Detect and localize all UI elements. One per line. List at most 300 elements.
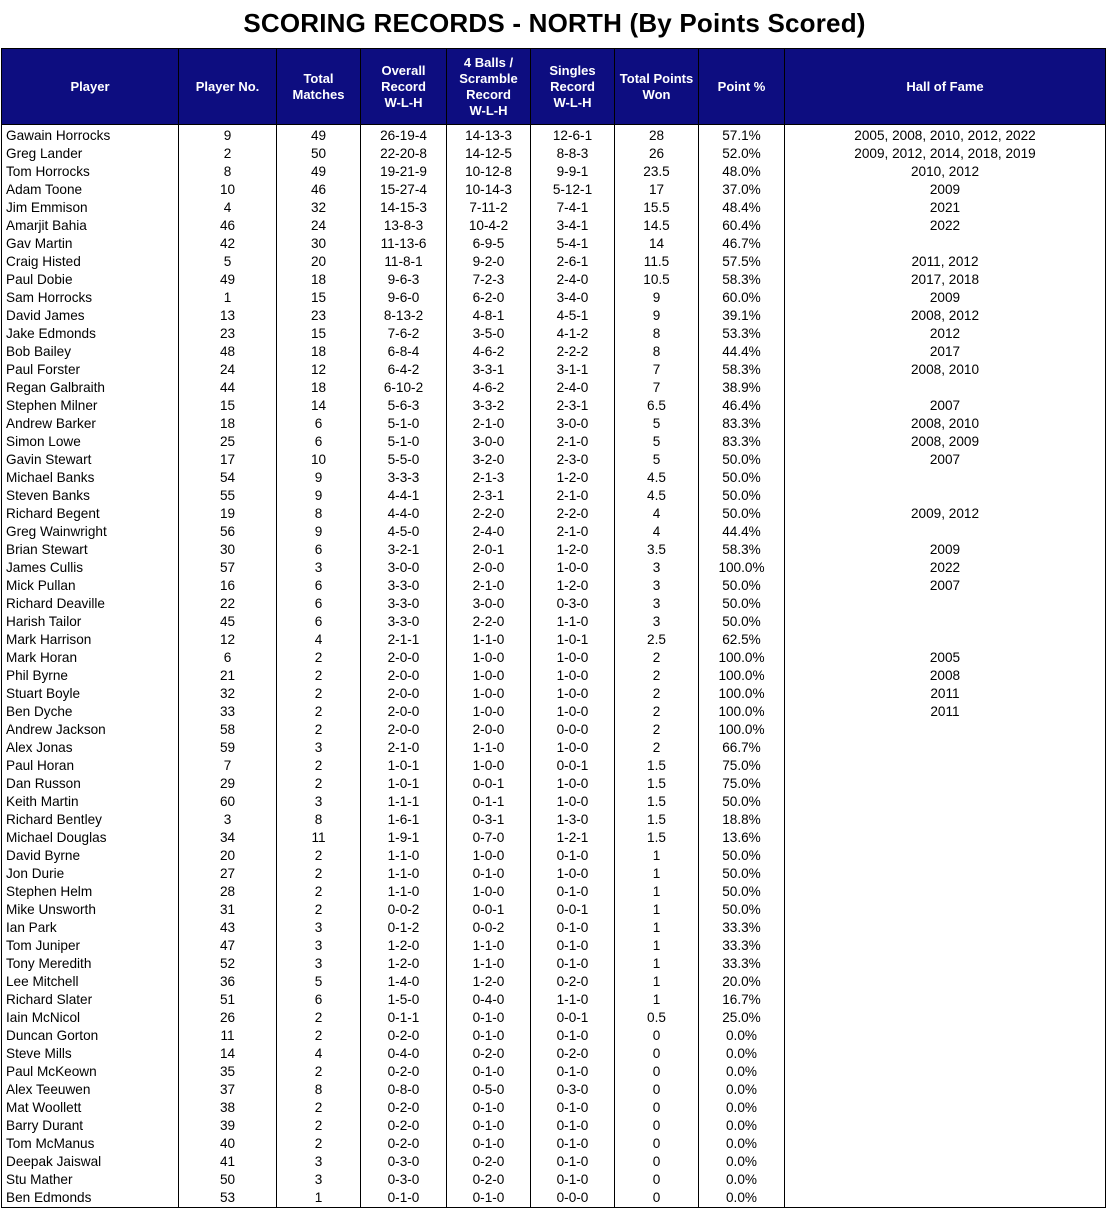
- total-matches-cell: 11: [277, 829, 361, 847]
- header-row: [2, 49, 1106, 125]
- point-pct-cell: 46.4%: [699, 397, 785, 415]
- total-points-cell: 3.5: [615, 541, 699, 559]
- total-matches-cell: 6: [277, 433, 361, 451]
- header-line: W-L-H: [384, 94, 423, 110]
- player-name-cell: Jake Edmonds: [2, 325, 179, 343]
- singles-record-cell: 0-0-0: [531, 721, 615, 739]
- fourballs-record-cell: 10-12-8: [447, 163, 531, 181]
- singles-record-cell: 1-2-0: [531, 541, 615, 559]
- total-matches-cell: 49: [277, 125, 361, 146]
- singles-record-cell: 0-1-0: [531, 955, 615, 973]
- player-no-cell: 45: [179, 613, 277, 631]
- point-pct-cell: 50.0%: [699, 847, 785, 865]
- hall-of-fame-cell: 2017, 2018: [785, 271, 1106, 289]
- total-matches-cell: 3: [277, 559, 361, 577]
- hall-of-fame-cell: [785, 595, 1106, 613]
- player-name-cell: Andrew Jackson: [2, 721, 179, 739]
- point-pct-cell: 0.0%: [699, 1189, 785, 1208]
- hall-of-fame-cell: [785, 829, 1106, 847]
- player-name-cell: Michael Douglas: [2, 829, 179, 847]
- point-pct-cell: 75.0%: [699, 775, 785, 793]
- total-matches-cell: 8: [277, 811, 361, 829]
- player-no-cell: 36: [179, 973, 277, 991]
- point-pct-cell: 0.0%: [699, 1117, 785, 1135]
- fourballs-record-cell: 0-1-0: [447, 1027, 531, 1045]
- point-pct-cell: 0.0%: [699, 1099, 785, 1117]
- hall-of-fame-cell: [785, 721, 1106, 739]
- fourballs-record-cell: 0-1-0: [447, 1117, 531, 1135]
- fourballs-record-cell: 4-8-1: [447, 307, 531, 325]
- fourballs-record-cell: 2-4-0: [447, 523, 531, 541]
- table-row: [2, 703, 1106, 721]
- player-name-cell: Deepak Jaiswal: [2, 1153, 179, 1171]
- overall-record-cell: 1-0-1: [361, 775, 447, 793]
- overall-record-cell: 1-6-1: [361, 811, 447, 829]
- singles-record-cell: 0-1-0: [531, 847, 615, 865]
- total-points-cell: 2: [615, 667, 699, 685]
- total-matches-cell: 2: [277, 775, 361, 793]
- overall-record-cell: 22-20-8: [361, 145, 447, 163]
- table-row: [2, 1189, 1106, 1208]
- player-no-cell: 58: [179, 721, 277, 739]
- total-points-cell: 9: [615, 307, 699, 325]
- header-line: Scramble: [459, 70, 518, 86]
- total-points-cell: 0: [615, 1099, 699, 1117]
- overall-record-cell: 0-1-0: [361, 1189, 447, 1208]
- player-name-cell: Paul Forster: [2, 361, 179, 379]
- singles-record-cell: 1-0-0: [531, 559, 615, 577]
- table-row: [2, 361, 1106, 379]
- point-pct-cell: 60.0%: [699, 289, 785, 307]
- total-matches-cell: 2: [277, 847, 361, 865]
- singles-record-cell: 0-1-0: [531, 1171, 615, 1189]
- fourballs-record-cell: 1-0-0: [447, 685, 531, 703]
- overall-record-cell: 5-1-0: [361, 415, 447, 433]
- player-no-cell: 27: [179, 865, 277, 883]
- player-no-cell: 9: [179, 125, 277, 146]
- point-pct-cell: 50.0%: [699, 451, 785, 469]
- player-name-cell: Tom McManus: [2, 1135, 179, 1153]
- fourballs-record-cell: 10-14-3: [447, 181, 531, 199]
- total-matches-cell: 1: [277, 1189, 361, 1208]
- player-name-cell: Richard Slater: [2, 991, 179, 1009]
- singles-record-cell: 0-1-0: [531, 1135, 615, 1153]
- hall-of-fame-cell: 2009, 2012, 2014, 2018, 2019: [785, 145, 1106, 163]
- total-points-cell: 5: [615, 451, 699, 469]
- overall-record-cell: 0-4-0: [361, 1045, 447, 1063]
- player-name-cell: James Cullis: [2, 559, 179, 577]
- fourballs-record-cell: 0-4-0: [447, 991, 531, 1009]
- total-matches-cell: 4: [277, 631, 361, 649]
- player-name-cell: Mick Pullan: [2, 577, 179, 595]
- singles-record-cell: 3-4-0: [531, 289, 615, 307]
- hall-of-fame-cell: [785, 1153, 1106, 1171]
- total-matches-cell: 2: [277, 685, 361, 703]
- overall-record-cell: 0-8-0: [361, 1081, 447, 1099]
- player-no-cell: 49: [179, 271, 277, 289]
- fourballs-record-cell: 1-1-0: [447, 937, 531, 955]
- table-row: [2, 685, 1106, 703]
- hall-of-fame-cell: [785, 235, 1106, 253]
- hall-of-fame-cell: [785, 1045, 1106, 1063]
- point-pct-cell: 33.3%: [699, 919, 785, 937]
- player-no-cell: 21: [179, 667, 277, 685]
- total-points-cell: 2: [615, 649, 699, 667]
- overall-record-cell: 3-3-0: [361, 595, 447, 613]
- player-name-cell: Amarjit Bahia: [2, 217, 179, 235]
- table-row: [2, 883, 1106, 901]
- player-name-cell: Alex Jonas: [2, 739, 179, 757]
- player-name-cell: Simon Lowe: [2, 433, 179, 451]
- player-no-cell: 15: [179, 397, 277, 415]
- singles-record-cell: 0-2-0: [531, 1045, 615, 1063]
- overall-record-cell: 6-4-2: [361, 361, 447, 379]
- header-line: Hall of Fame: [906, 78, 984, 94]
- fourballs-record-cell: 3-0-0: [447, 595, 531, 613]
- player-name-cell: Bob Bailey: [2, 343, 179, 361]
- total-matches-cell: 2: [277, 901, 361, 919]
- hall-of-fame-cell: [785, 1099, 1106, 1117]
- table-row: [2, 523, 1106, 541]
- player-no-cell: 55: [179, 487, 277, 505]
- player-name-cell: Harish Tailor: [2, 613, 179, 631]
- player-no-cell: 7: [179, 757, 277, 775]
- table-row: [2, 343, 1106, 361]
- total-points-cell: 1.5: [615, 793, 699, 811]
- point-pct-cell: 83.3%: [699, 433, 785, 451]
- fourballs-record-cell: 7-11-2: [447, 199, 531, 217]
- player-no-cell: 11: [179, 1027, 277, 1045]
- table-row: [2, 811, 1106, 829]
- fourballs-record-cell: 1-0-0: [447, 667, 531, 685]
- overall-record-cell: 9-6-0: [361, 289, 447, 307]
- total-points-cell: 1: [615, 847, 699, 865]
- total-matches-cell: 23: [277, 307, 361, 325]
- table-row: [2, 145, 1106, 163]
- table-row: [2, 307, 1106, 325]
- player-no-cell: 60: [179, 793, 277, 811]
- point-pct-cell: 100.0%: [699, 559, 785, 577]
- hall-of-fame-cell: [785, 1171, 1106, 1189]
- singles-record-cell: 2-2-0: [531, 505, 615, 523]
- table-row: [2, 469, 1106, 487]
- table-row: [2, 559, 1106, 577]
- overall-record-cell: 8-13-2: [361, 307, 447, 325]
- total-points-cell: 0: [615, 1027, 699, 1045]
- hall-of-fame-cell: 2011: [785, 703, 1106, 721]
- total-matches-cell: 3: [277, 1171, 361, 1189]
- player-no-cell: 56: [179, 523, 277, 541]
- table-row: [2, 991, 1106, 1009]
- total-matches-cell: 2: [277, 667, 361, 685]
- point-pct-cell: 0.0%: [699, 1171, 785, 1189]
- overall-record-cell: 26-19-4: [361, 125, 447, 146]
- hall-of-fame-cell: 2009, 2012: [785, 505, 1106, 523]
- total-points-cell: 2.5: [615, 631, 699, 649]
- fourballs-record-cell: 2-2-0: [447, 613, 531, 631]
- overall-record-cell: 2-0-0: [361, 667, 447, 685]
- overall-record-cell: 5-5-0: [361, 451, 447, 469]
- player-no-cell: 53: [179, 1189, 277, 1208]
- total-matches-cell: 2: [277, 865, 361, 883]
- point-pct-cell: 16.7%: [699, 991, 785, 1009]
- hall-of-fame-cell: 2005: [785, 649, 1106, 667]
- table-row: [2, 1081, 1106, 1099]
- total-matches-cell: 9: [277, 487, 361, 505]
- singles-record-cell: 12-6-1: [531, 125, 615, 146]
- table-row: [2, 325, 1106, 343]
- total-matches-cell: 18: [277, 379, 361, 397]
- overall-record-cell: 2-1-1: [361, 631, 447, 649]
- player-no-cell: 1: [179, 289, 277, 307]
- total-matches-cell: 3: [277, 793, 361, 811]
- singles-record-cell: 2-6-1: [531, 253, 615, 271]
- player-no-cell: 4: [179, 199, 277, 217]
- fourballs-record-cell: 0-3-1: [447, 811, 531, 829]
- player-no-cell: 33: [179, 703, 277, 721]
- overall-record-cell: 3-0-0: [361, 559, 447, 577]
- overall-record-cell: 4-4-1: [361, 487, 447, 505]
- player-name-cell: Steve Mills: [2, 1045, 179, 1063]
- total-matches-cell: 5: [277, 973, 361, 991]
- point-pct-cell: 0.0%: [699, 1045, 785, 1063]
- total-points-cell: 26: [615, 145, 699, 163]
- total-matches-cell: 24: [277, 217, 361, 235]
- overall-record-cell: 2-1-0: [361, 739, 447, 757]
- fourballs-record-cell: 0-1-0: [447, 1099, 531, 1117]
- singles-record-cell: 0-1-0: [531, 883, 615, 901]
- player-name-cell: Jon Durie: [2, 865, 179, 883]
- total-points-cell: 1: [615, 883, 699, 901]
- total-matches-cell: 2: [277, 1063, 361, 1081]
- point-pct-cell: 60.4%: [699, 217, 785, 235]
- hall-of-fame-cell: [785, 631, 1106, 649]
- point-pct-cell: 75.0%: [699, 757, 785, 775]
- fourballs-record-cell: 0-1-0: [447, 1009, 531, 1027]
- point-pct-cell: 52.0%: [699, 145, 785, 163]
- total-matches-cell: 9: [277, 523, 361, 541]
- hall-of-fame-cell: 2010, 2012: [785, 163, 1106, 181]
- singles-record-cell: 1-0-1: [531, 631, 615, 649]
- total-points-cell: 6.5: [615, 397, 699, 415]
- player-no-cell: 39: [179, 1117, 277, 1135]
- player-name-cell: Adam Toone: [2, 181, 179, 199]
- player-name-cell: Sam Horrocks: [2, 289, 179, 307]
- total-points-cell: 0: [615, 1117, 699, 1135]
- player-name-cell: Stuart Boyle: [2, 685, 179, 703]
- singles-record-cell: 2-3-1: [531, 397, 615, 415]
- total-points-cell: 1.5: [615, 775, 699, 793]
- player-no-cell: 59: [179, 739, 277, 757]
- overall-record-cell: 2-0-0: [361, 703, 447, 721]
- player-no-cell: 32: [179, 685, 277, 703]
- table-row: [2, 955, 1106, 973]
- table-row: [2, 829, 1106, 847]
- player-name-cell: Richard Begent: [2, 505, 179, 523]
- player-no-cell: 6: [179, 649, 277, 667]
- fourballs-record-cell: 3-2-0: [447, 451, 531, 469]
- overall-record-cell: 0-2-0: [361, 1027, 447, 1045]
- player-no-cell: 34: [179, 829, 277, 847]
- header-total-points: [615, 49, 699, 125]
- singles-record-cell: 0-0-0: [531, 1189, 615, 1208]
- total-points-cell: 3: [615, 613, 699, 631]
- player-name-cell: Andrew Barker: [2, 415, 179, 433]
- singles-record-cell: 7-4-1: [531, 199, 615, 217]
- player-no-cell: 54: [179, 469, 277, 487]
- overall-record-cell: 2-0-0: [361, 721, 447, 739]
- table-row: [2, 577, 1106, 595]
- overall-record-cell: 1-1-0: [361, 865, 447, 883]
- table-row: [2, 595, 1106, 613]
- player-name-cell: Steven Banks: [2, 487, 179, 505]
- singles-record-cell: 2-3-0: [531, 451, 615, 469]
- fourballs-record-cell: 1-0-0: [447, 757, 531, 775]
- table-row: [2, 757, 1106, 775]
- overall-record-cell: 3-3-0: [361, 613, 447, 631]
- singles-record-cell: 8-8-3: [531, 145, 615, 163]
- player-no-cell: 10: [179, 181, 277, 199]
- table-row: [2, 1171, 1106, 1189]
- point-pct-cell: 66.7%: [699, 739, 785, 757]
- singles-record-cell: 1-0-0: [531, 667, 615, 685]
- player-name-cell: Greg Wainwright: [2, 523, 179, 541]
- singles-record-cell: 1-0-0: [531, 739, 615, 757]
- hall-of-fame-cell: [785, 1009, 1106, 1027]
- hall-of-fame-cell: 2007: [785, 451, 1106, 469]
- total-matches-cell: 14: [277, 397, 361, 415]
- player-name-cell: Phil Byrne: [2, 667, 179, 685]
- table-row: [2, 1153, 1106, 1171]
- point-pct-cell: 100.0%: [699, 649, 785, 667]
- table-row: [2, 1117, 1106, 1135]
- player-name-cell: Dan Russon: [2, 775, 179, 793]
- table-row: [2, 433, 1106, 451]
- total-points-cell: 0: [615, 1153, 699, 1171]
- total-matches-cell: 6: [277, 541, 361, 559]
- player-no-cell: 20: [179, 847, 277, 865]
- total-points-cell: 5: [615, 433, 699, 451]
- header-4balls-record: [447, 49, 531, 125]
- fourballs-record-cell: 2-0-1: [447, 541, 531, 559]
- point-pct-cell: 20.0%: [699, 973, 785, 991]
- total-matches-cell: 8: [277, 505, 361, 523]
- player-no-cell: 30: [179, 541, 277, 559]
- overall-record-cell: 1-2-0: [361, 937, 447, 955]
- table-body: [2, 125, 1106, 1208]
- singles-record-cell: 1-2-1: [531, 829, 615, 847]
- point-pct-cell: 0.0%: [699, 1063, 785, 1081]
- hall-of-fame-cell: [785, 487, 1106, 505]
- singles-record-cell: 2-1-0: [531, 433, 615, 451]
- singles-record-cell: 1-2-0: [531, 577, 615, 595]
- hall-of-fame-cell: 2007: [785, 577, 1106, 595]
- point-pct-cell: 50.0%: [699, 595, 785, 613]
- player-name-cell: Ben Dyche: [2, 703, 179, 721]
- player-name-cell: Keith Martin: [2, 793, 179, 811]
- player-no-cell: 22: [179, 595, 277, 613]
- hall-of-fame-cell: [785, 937, 1106, 955]
- total-matches-cell: 12: [277, 361, 361, 379]
- player-no-cell: 42: [179, 235, 277, 253]
- hall-of-fame-cell: [785, 973, 1106, 991]
- overall-record-cell: 1-5-0: [361, 991, 447, 1009]
- header-point-pct: [699, 49, 785, 125]
- table-row: [2, 847, 1106, 865]
- player-no-cell: 41: [179, 1153, 277, 1171]
- singles-record-cell: 4-1-2: [531, 325, 615, 343]
- overall-record-cell: 5-6-3: [361, 397, 447, 415]
- table-row: [2, 379, 1106, 397]
- player-no-cell: 46: [179, 217, 277, 235]
- overall-record-cell: 6-10-2: [361, 379, 447, 397]
- singles-record-cell: 1-3-0: [531, 811, 615, 829]
- player-no-cell: 37: [179, 1081, 277, 1099]
- hall-of-fame-cell: [785, 739, 1106, 757]
- total-points-cell: 0: [615, 1171, 699, 1189]
- total-points-cell: 1: [615, 901, 699, 919]
- fourballs-record-cell: 2-1-3: [447, 469, 531, 487]
- total-points-cell: 9: [615, 289, 699, 307]
- fourballs-record-cell: 1-0-0: [447, 703, 531, 721]
- table-row: [2, 125, 1106, 146]
- total-matches-cell: 2: [277, 1099, 361, 1117]
- overall-record-cell: 3-3-3: [361, 469, 447, 487]
- hall-of-fame-cell: 2021: [785, 199, 1106, 217]
- player-name-cell: David Byrne: [2, 847, 179, 865]
- overall-record-cell: 7-6-2: [361, 325, 447, 343]
- player-name-cell: Stephen Helm: [2, 883, 179, 901]
- singles-record-cell: 0-3-0: [531, 595, 615, 613]
- header-line: Matches: [292, 86, 345, 102]
- singles-record-cell: 1-0-0: [531, 685, 615, 703]
- hall-of-fame-cell: [785, 1189, 1106, 1208]
- total-points-cell: 2: [615, 739, 699, 757]
- hall-of-fame-cell: [785, 1027, 1106, 1045]
- total-matches-cell: 2: [277, 1135, 361, 1153]
- overall-record-cell: 0-0-2: [361, 901, 447, 919]
- point-pct-cell: 57.5%: [699, 253, 785, 271]
- point-pct-cell: 0.0%: [699, 1153, 785, 1171]
- table-row: [2, 793, 1106, 811]
- hall-of-fame-cell: [785, 955, 1106, 973]
- singles-record-cell: 1-0-0: [531, 793, 615, 811]
- point-pct-cell: 50.0%: [699, 487, 785, 505]
- fourballs-record-cell: 0-7-0: [447, 829, 531, 847]
- header-line: Overall: [381, 62, 426, 78]
- point-pct-cell: 83.3%: [699, 415, 785, 433]
- singles-record-cell: 2-1-0: [531, 487, 615, 505]
- fourballs-record-cell: 1-2-0: [447, 973, 531, 991]
- player-name-cell: Mat Woollett: [2, 1099, 179, 1117]
- total-points-cell: 0: [615, 1081, 699, 1099]
- total-matches-cell: 2: [277, 703, 361, 721]
- player-no-cell: 31: [179, 901, 277, 919]
- player-name-cell: Richard Bentley: [2, 811, 179, 829]
- point-pct-cell: 58.3%: [699, 361, 785, 379]
- hall-of-fame-cell: 2022: [785, 217, 1106, 235]
- player-no-cell: 48: [179, 343, 277, 361]
- total-points-cell: 1: [615, 937, 699, 955]
- total-matches-cell: 2: [277, 883, 361, 901]
- player-no-cell: 19: [179, 505, 277, 523]
- overall-record-cell: 11-8-1: [361, 253, 447, 271]
- player-name-cell: Tony Meredith: [2, 955, 179, 973]
- overall-record-cell: 0-2-0: [361, 1117, 447, 1135]
- point-pct-cell: 37.0%: [699, 181, 785, 199]
- hall-of-fame-cell: [785, 865, 1106, 883]
- total-matches-cell: 3: [277, 739, 361, 757]
